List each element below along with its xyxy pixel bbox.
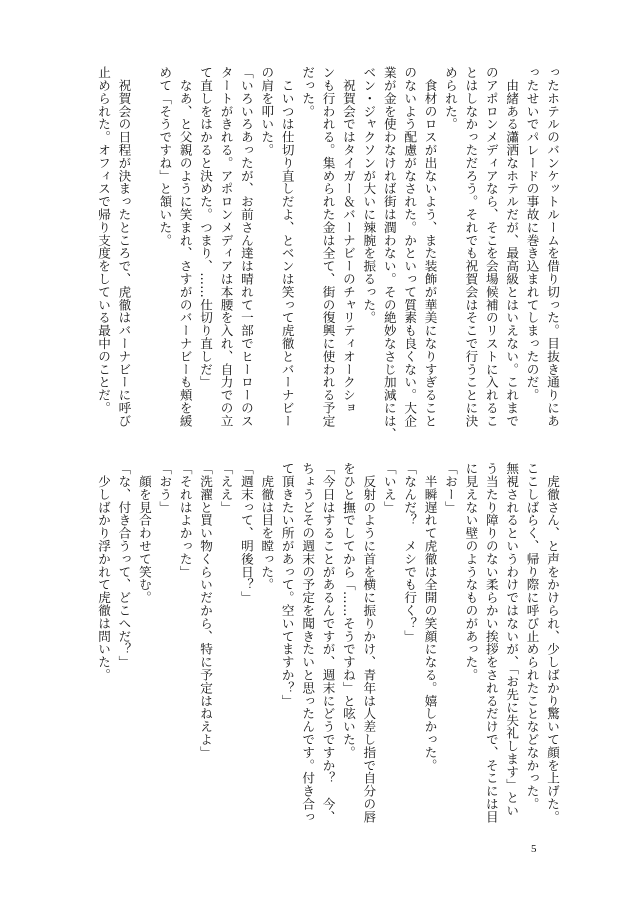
lower-text-line: 虎徹さん、と声をかけられ、少しばかり驚いて顔を上げた。	[545, 462, 560, 824]
lower-text-line: て頂きたい所があって。空いてますか？」	[279, 462, 295, 708]
lower-text-line: 「洗濯と買い物くらいだから、特に予定はねえよ」	[198, 462, 214, 759]
lower-text-block	[93, 462, 562, 832]
upper-text-line: 業が金を使わなければ街は潤わない。その絶妙なさじ加減には、	[381, 66, 397, 441]
lower-text-line: 少しばかり浮かれて虎徹は問いた。	[96, 462, 112, 682]
upper-text-line: 止められた。オフィスで帰り支度をしている最中のことだ。	[96, 66, 112, 415]
lower-text-line: に見えない壁のようなものがあった。	[463, 462, 479, 682]
upper-text-line: の肩を叩いた。	[259, 66, 275, 157]
lower-text-line: をひと撫でしてから「……そうですね」と呟いた。	[340, 462, 356, 759]
upper-text-line: めて「そうですね」と頷いた。	[157, 66, 173, 247]
lower-text-line: 「いえ」	[381, 462, 397, 514]
lower-text-line: 「なんだ？ メシでも行く？」	[402, 462, 418, 643]
upper-text-line: 食材のロスが出ないよう、また装飾が華美になりすぎること	[422, 66, 438, 428]
upper-text-line	[133, 66, 153, 444]
lower-text-line: 顔を見合わせて笑む。	[136, 462, 152, 604]
lower-text-line: 無視されるというわけではないが、「お先に失礼します」とい	[504, 462, 520, 817]
lower-text-line: ちょうどその週末の予定を聞きたいと思ったんです。付き合っ	[300, 462, 316, 824]
page-number: 5	[531, 843, 537, 855]
lower-text-line: う当たり障りのない柔らかい挨拶をされるだけで、そこには目	[483, 462, 499, 824]
upper-text-line: 祝賀会ではタイガー＆バーナビーのチャリティオークショ	[340, 66, 356, 415]
lower-text-line: 「ええ」	[218, 462, 234, 514]
upper-text-line: ったホテルのバンケットルームを借り切った。目抜き通りにあ	[545, 66, 560, 428]
upper-text-line: 祝賀会の日程が決まったところで、虎徹はバーナビーに呼び	[116, 66, 132, 428]
upper-text-line: ベン・ジャクソンが大いに辣腕を振るった。	[361, 66, 377, 324]
lower-text-line: 「週末って、明後日？」	[238, 462, 254, 604]
upper-text-line: められた。	[442, 66, 458, 131]
upper-text-line: のアポロンメディアなら、そこを会場候補のリストに入れるこ	[483, 66, 499, 428]
upper-text-line: て直しをはかると決めた。つまり、……仕切り直しだ」	[198, 66, 214, 389]
lower-text-line: ここしばらく、帰り際に呼び止められたことなどなかった。	[524, 462, 540, 811]
lower-text-line: 「今日はすることがあるんですが、週末にどうですか？ 今、	[320, 462, 336, 824]
upper-text-line: タートがきれる。アポロンメディアは本腰を入れ、自力での立	[218, 66, 234, 428]
lower-text-line: 「な、付き合うって、どこへだ？」	[116, 462, 132, 669]
upper-text-line: だった。	[300, 66, 316, 118]
upper-text-line: ったせいでパレードの事故に巻き込まれてしまったのだ。	[524, 66, 540, 402]
upper-text-line: 「いろいろあったが、お前さん達は晴れて一部でヒーローのス	[238, 66, 254, 428]
upper-text-line: 由緒ある瀟洒なホテルだが、最高級とはいえない。これまで	[504, 66, 520, 428]
lower-text-line: 「おう」	[157, 462, 173, 514]
lower-text-line: 反射のように首を横に振りかけ、青年は人差し指で自分の唇	[361, 462, 377, 824]
lower-text-line: 「それはよかった」	[177, 462, 193, 579]
upper-text-block	[93, 66, 562, 444]
upper-text-line: とはしなかっただろう。それでも祝賀会はそこで行うことに決	[463, 66, 479, 428]
lower-text-line: 虎徹は目を瞠った。	[259, 462, 275, 591]
upper-text-line: のないよう配慮がなされた。かといって質素も良くない。大企	[402, 66, 418, 428]
lower-text-line: 半瞬遅れて虎徹は全開の笑顔になる。嬉しかった。	[422, 462, 438, 772]
upper-text-line: こいつは仕切り直しだよ、とベンは笑って虎徹とバーナビー	[279, 66, 295, 428]
upper-text-line: なあ、と父親のように笑まれ、さすがのバーナビーも頬を緩	[177, 66, 193, 428]
lower-text-line: 「おー」	[442, 462, 458, 514]
upper-text-line: ンも行われる。集められた金は全て、街の復興に使われる予定	[320, 66, 336, 428]
